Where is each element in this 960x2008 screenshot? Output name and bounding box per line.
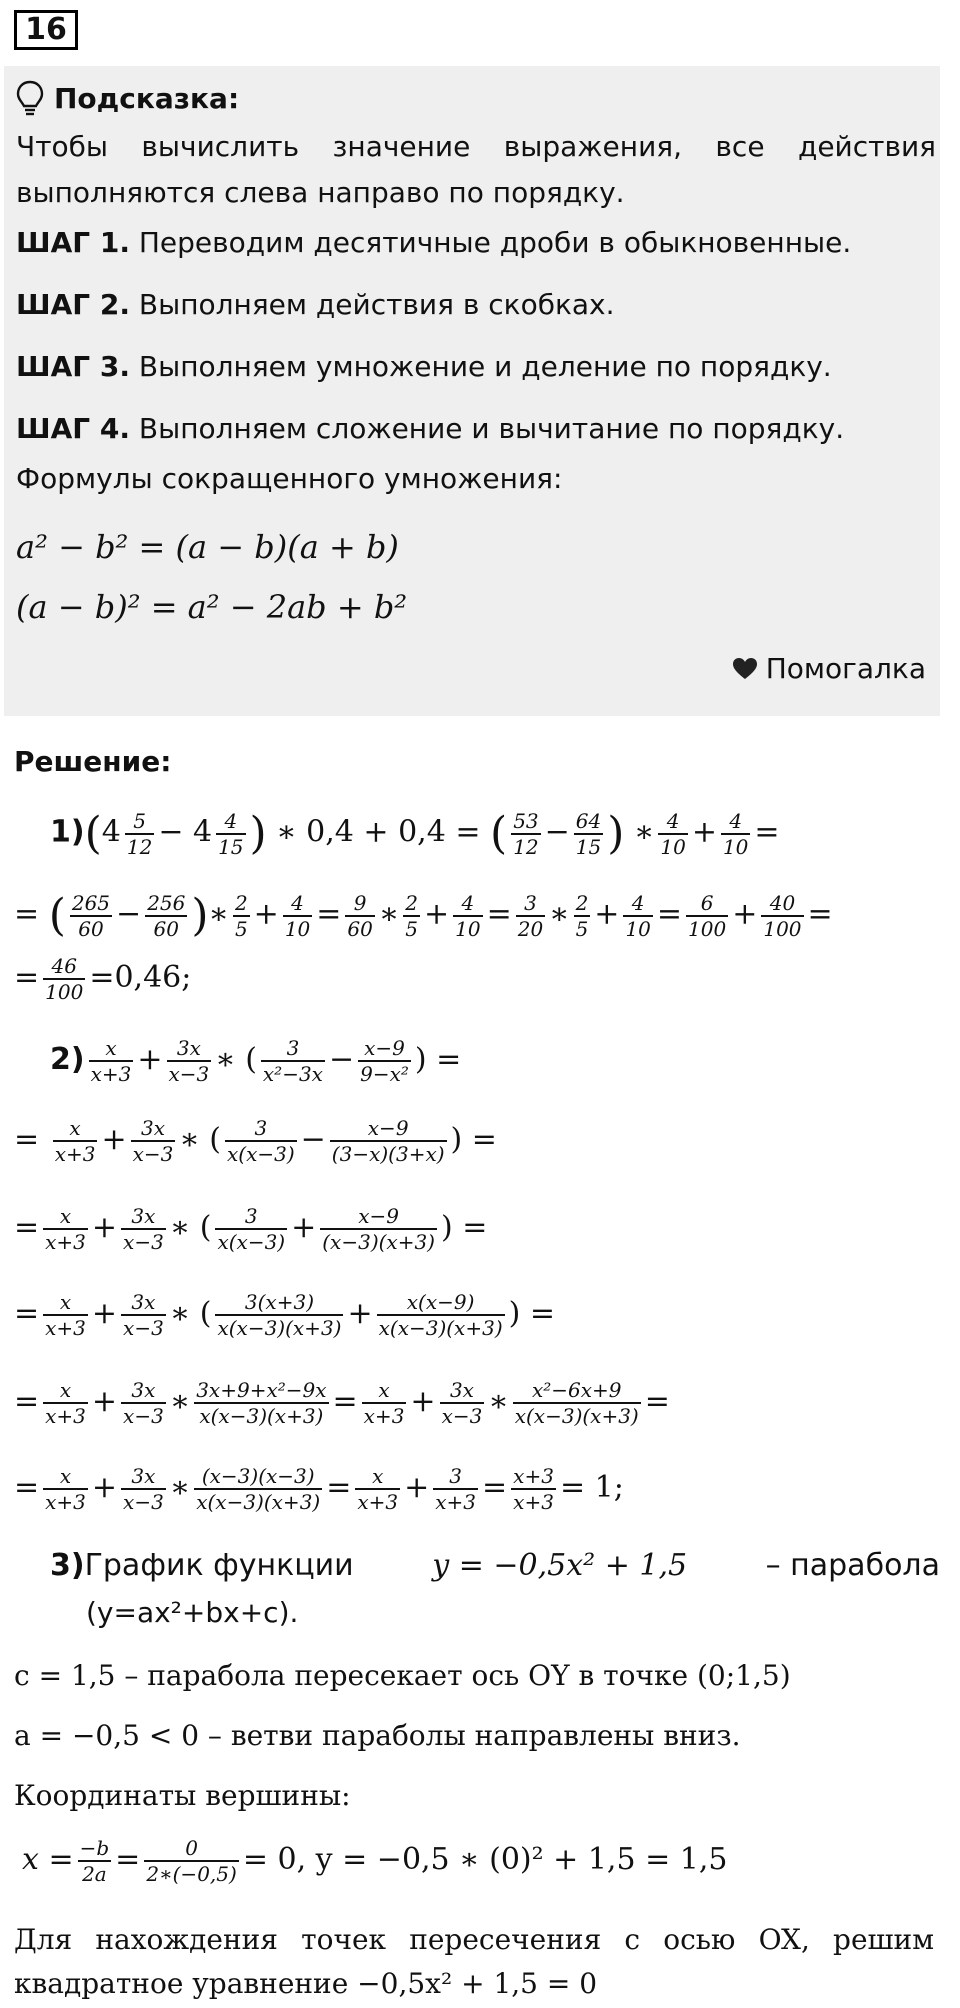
step-text: Выполняем умножение и деление по порядку.: [138, 350, 832, 383]
part2-line4: = $\frac{x}{x+3}$ + $\frac{3x}{x-3}$ ∗ ( $\frac{3(x+3)}{x(x-3)(x+3)}$ + $\frac{x(x-9)}{x(x-3)(x+3)}$ ) =: [14, 1290, 556, 1340]
fraction: [89, 1036, 134, 1086]
denominator: x(x−3): [227, 1142, 295, 1166]
whole-part: 4: [101, 814, 121, 850]
fraction: [121, 1464, 166, 1514]
denominator: x+3: [90, 1062, 132, 1086]
numerator: x: [69, 1116, 81, 1140]
numerator: x−9: [364, 1036, 405, 1060]
numerator: 3x: [131, 1378, 156, 1402]
denominator: 60: [70, 915, 112, 941]
numerator: 4: [291, 890, 304, 915]
step-label: ШАГ 3.: [16, 350, 130, 383]
part2-line2: = $\frac{x}{x+3}$ + $\frac{3x}{x-3}$ ∗ ( $\frac{3}{x(x-3)}$ − $\frac{x-9}{(3-x)(3+x)}$ ) =: [14, 1116, 497, 1166]
part3-line-a: a = −0,5 < 0 – ветви параболы направлены вниз.: [14, 1719, 741, 1752]
denominator: 10: [722, 834, 749, 859]
denominator: (3−x)(3+x): [331, 1142, 445, 1166]
denominator: x−3: [123, 1490, 164, 1514]
fraction: [131, 1116, 176, 1166]
numerator: 2: [405, 890, 418, 915]
formula-diff-squares: a² − b² = (a − b)(a + b): [16, 528, 399, 566]
numerator: x: [59, 1378, 72, 1402]
step-label: ШАГ 1.: [16, 226, 130, 259]
numerator: 3x: [140, 1116, 165, 1140]
fraction: [53, 1116, 98, 1166]
denominator: 5: [575, 916, 589, 941]
numerator: x: [372, 1464, 384, 1488]
fraction: [121, 1290, 166, 1340]
numerator: 3x: [449, 1378, 474, 1402]
numerator: 3: [449, 1464, 463, 1488]
step-text: Переводим десятичные дроби в обыкновенные.: [138, 226, 852, 259]
fraction: [121, 1378, 166, 1428]
task-number: 16: [14, 10, 78, 50]
denominator: x+3: [45, 1404, 86, 1428]
fraction: [358, 1036, 411, 1086]
denominator: x(x−3): [217, 1230, 286, 1254]
fraction: [355, 1464, 400, 1514]
denominator: x−3: [123, 1316, 164, 1340]
fraction: [43, 954, 85, 1004]
fraction: [283, 891, 312, 941]
fraction: [167, 1036, 212, 1086]
numerator: 4: [631, 890, 645, 915]
fraction: [658, 809, 687, 859]
numerator: 3x: [131, 1464, 156, 1488]
numerator: 2: [575, 890, 589, 915]
fraction: [194, 1378, 328, 1428]
part1-line1: 1)(4 $\frac{5}{12}$ − 4 $\frac{4}{15}$ ) ∗ 0,4 + 0,4 = ( $\frac{53}{12}$ − $\frac{64}{15}$ ) ∗ $\frac{4}{10}$ + $\frac{4}{10}$ =: [50, 808, 780, 859]
numerator: 3x: [176, 1036, 201, 1060]
numerator: 4: [461, 890, 475, 915]
fraction: [761, 891, 803, 941]
whole-part: − 4: [158, 814, 213, 850]
denominator: 15: [218, 834, 244, 859]
denominator: 60: [145, 915, 187, 941]
denominator: x(x−3)(x+3): [378, 1316, 503, 1340]
numerator: 4: [729, 808, 743, 833]
denominator: x+3: [45, 1490, 86, 1514]
fraction: [194, 1464, 322, 1514]
vertex-formula: x = $\frac{-b}{2a}$ = $\frac{0}{2∗(-0,5)}$ = 0, y = −0,5 ∗ (0)² + 1,5 = 1,5: [22, 1836, 728, 1886]
expression-text: ∗ 0,4 + 0,4 =: [276, 814, 481, 850]
heart-icon: [732, 657, 758, 681]
denominator: 100: [45, 980, 84, 1004]
denominator: x−3: [132, 1142, 174, 1166]
part2-line1: 2) $\frac{x}{x+3}$ + $\frac{3x}{x-3}$ ∗ ( $\frac{3}{\text{x²−3x}}$ − $\frac{x-9}{\text{9−x²}}$ ) =: [50, 1036, 462, 1086]
part1-label: 1): [50, 814, 85, 850]
denominator: 10: [660, 834, 686, 859]
numerator: 3x+9+x²−9x: [196, 1378, 327, 1402]
fraction: [511, 809, 540, 859]
denominator: 5: [405, 916, 418, 941]
numerator: 265: [71, 890, 111, 915]
denominator: x(x−3)(x+3): [217, 1316, 342, 1340]
helper-label: Помогалка: [765, 652, 926, 685]
part3-line1: [50, 1548, 940, 1583]
formula-square-diff: (a − b)² = a² − 2ab + b²: [16, 588, 408, 626]
part3-label: 3): [50, 1548, 85, 1583]
numerator: 3(x+3): [244, 1290, 314, 1314]
fraction: [345, 891, 374, 941]
numerator: (x−3)(x−3): [201, 1464, 315, 1488]
step-text: Выполняем действия в скобках.: [138, 288, 615, 321]
denominator: x+3: [357, 1490, 399, 1514]
numerator: x−9: [358, 1204, 399, 1228]
fraction: [453, 891, 482, 941]
denominator: x(x−3)(x+3): [196, 1490, 321, 1514]
fraction: [686, 891, 728, 941]
lightbulb-icon: [16, 80, 44, 116]
fraction: [233, 891, 250, 941]
step-label: ШАГ 2.: [16, 288, 130, 321]
denominator: x(x−3)(x+3): [514, 1404, 639, 1428]
fraction: [574, 891, 591, 941]
denominator: x−3: [168, 1062, 210, 1086]
numerator: x(x−9): [406, 1290, 475, 1314]
numerator: 6: [700, 890, 714, 915]
step-text: Выполняем сложение и вычитание по порядку.: [138, 412, 845, 445]
part2-line5: = $\frac{x}{x+3}$ + $\frac{3x}{x-3}$ ∗ $\frac{\text{3x+9+x²−9x}}{x(x-3)(x+3)}$ = $\frac{x}{x+3}$ + $\frac{3x}{x-3}$ ∗ $\frac{\text{x²−6x+9}}{x(x-3)(x+3)}$ =: [14, 1378, 670, 1428]
fraction: [320, 1204, 437, 1254]
fraction: [225, 1116, 297, 1166]
denominator: 5: [234, 916, 248, 941]
denominator: x−3: [441, 1404, 483, 1428]
fraction: [70, 891, 112, 941]
denominator: x+3: [513, 1490, 554, 1514]
hint-text: Чтобы вычислить значение выражения, все действия выполняются слева направо по порядку.: [16, 130, 936, 209]
fraction: [623, 891, 652, 941]
fraction: [362, 1378, 407, 1428]
numerator: 46: [51, 954, 77, 978]
denominator: 60: [347, 916, 373, 941]
numerator: 3x: [131, 1204, 156, 1228]
fraction: [721, 809, 750, 859]
denominator: x−3: [123, 1230, 164, 1254]
hint-title-text: Подсказка:: [54, 81, 240, 115]
numerator: x−9: [367, 1116, 409, 1140]
fraction: [216, 809, 245, 859]
denominator: 100: [763, 916, 802, 941]
part3-text: – парабола: [765, 1548, 940, 1583]
denominator: x−3: [123, 1404, 164, 1428]
numerator: 3: [286, 1036, 300, 1060]
numerator: 2: [234, 890, 248, 915]
fraction: [78, 1836, 112, 1886]
fraction: [43, 1464, 88, 1514]
part3-general-form: (y=ax²+bx+c).: [86, 1596, 299, 1629]
denominator: x²−3x: [262, 1062, 323, 1086]
hint-box: [4, 66, 940, 716]
denominator: 2∗(−0,5): [146, 1862, 237, 1886]
denominator: 20: [517, 916, 544, 941]
fraction: [433, 1464, 478, 1514]
denominator: x(x−3)(x+3): [194, 1402, 328, 1428]
fraction: [330, 1116, 447, 1166]
vertex-title: Координаты вершины:: [14, 1779, 351, 1812]
hint-step-3: [16, 350, 832, 383]
part3-formula: y = −0,5x² + 1,5: [432, 1548, 688, 1583]
part2-line3: = $\frac{x}{x+3}$ + $\frac{3x}{x-3}$ ∗ ( $\frac{3}{x(x-3)}$ + $\frac{x-9}{(x-3)(x+3)}$ ) =: [14, 1204, 488, 1254]
numerator: x+3: [513, 1464, 554, 1488]
numerator: −b: [79, 1836, 110, 1860]
part2-label: 2): [50, 1042, 85, 1077]
numerator: 3x: [131, 1290, 156, 1314]
numerator: 4: [224, 808, 238, 833]
hint-step-2: [16, 288, 615, 321]
fraction: [43, 1378, 88, 1428]
part1-line3: = $\frac{46}{100}$ =0,46;: [14, 954, 192, 1004]
part1-line2: = ( $\frac{265}{60}$ − $\frac{256}{60}$ )∗ $\frac{2}{5}$ + $\frac{4}{10}$ = $\frac{9}{60}$ ∗ $\frac{2}{5}$ + $\frac{4}{10}$ = $\frac{3}{20}$ ∗ $\frac{2}{5}$ + $\frac{4}{10}$ = $\frac{6}{100}$ + $\frac{40}{100}$ =: [14, 890, 833, 941]
fraction: [513, 1378, 641, 1428]
denominator: (x−3)(x+3): [322, 1230, 435, 1254]
fraction: [261, 1036, 325, 1086]
part3-last-text: Для нахождения точек пересечения с осью OX, решим квадратное уравнение −0,5x² + 1,5 = 0: [14, 1923, 934, 2000]
hint-title: [16, 80, 239, 116]
hint-step-4: [16, 412, 844, 445]
fraction: [125, 809, 154, 859]
part2-result: = 1;: [559, 1470, 624, 1505]
numerator: 40: [769, 890, 796, 915]
denominator: 2a: [78, 1860, 112, 1886]
numerator: 4: [666, 808, 680, 833]
hint-step-1: [16, 226, 851, 259]
denominator: 100: [688, 916, 727, 941]
fraction: [377, 1290, 505, 1340]
fraction: [403, 891, 420, 941]
denominator: 15: [575, 834, 602, 859]
denominator: x+3: [45, 1316, 86, 1340]
denominator: x+3: [363, 1404, 405, 1428]
denominator: x+3: [435, 1490, 477, 1514]
fraction: [215, 1204, 287, 1254]
denominator: 10: [455, 916, 481, 941]
fraction: [574, 809, 603, 859]
numerator: 64: [575, 808, 602, 833]
helper-link[interactable]: [732, 652, 926, 685]
denominator: 12: [126, 834, 153, 859]
numerator: x: [59, 1290, 72, 1314]
numerator: 53: [513, 808, 539, 833]
numerator: x²−6x+9: [531, 1378, 622, 1402]
step-label: ШАГ 4.: [16, 412, 130, 445]
numerator: 3: [524, 890, 537, 915]
denominator: 12: [513, 834, 539, 859]
numerator: 256: [147, 890, 186, 915]
numerator: 9: [353, 890, 367, 915]
fraction: [215, 1290, 343, 1340]
numerator: 0: [185, 1836, 198, 1860]
part1-result: =0,46;: [89, 960, 192, 995]
denominator: x+3: [54, 1142, 96, 1166]
formulas-title: Формулы сокращенного умножения:: [16, 462, 563, 495]
fraction: [145, 891, 187, 941]
numerator: x: [59, 1204, 72, 1228]
denominator: 10: [284, 916, 311, 941]
numerator: 5: [133, 808, 146, 833]
numerator: x: [378, 1378, 390, 1402]
numerator: 3: [244, 1204, 258, 1228]
numerator: x: [59, 1464, 72, 1488]
part3-text: График функции: [84, 1548, 354, 1583]
denominator: 10: [625, 916, 651, 941]
fraction: [440, 1378, 485, 1428]
fraction: [43, 1290, 88, 1340]
vertex-result: = 0, y = −0,5 ∗ (0)² + 1,5 = 1,5: [242, 1842, 728, 1877]
denominator: x+3: [45, 1230, 86, 1254]
part2-line6: = $\frac{x}{x+3}$ + $\frac{3x}{x-3}$ ∗ $\frac{(x-3)(x-3)}{x(x-3)(x+3)}$ = $\frac{x}{x+3}$ + $\frac{3}{x+3}$ = $\frac{x+3}{x+3}$ = 1;: [14, 1464, 624, 1514]
fraction: [516, 891, 545, 941]
numerator: 3: [254, 1116, 268, 1140]
part3-line-c: c = 1,5 – парабола пересекает ось OY в точке (0;1,5): [14, 1659, 791, 1692]
fraction: [144, 1836, 239, 1886]
fraction: [511, 1464, 556, 1514]
fraction: [121, 1204, 166, 1254]
denominator: 9−x²: [360, 1062, 409, 1086]
solution-title: Решение:: [14, 745, 172, 778]
fraction: [43, 1204, 88, 1254]
numerator: x: [105, 1036, 117, 1060]
